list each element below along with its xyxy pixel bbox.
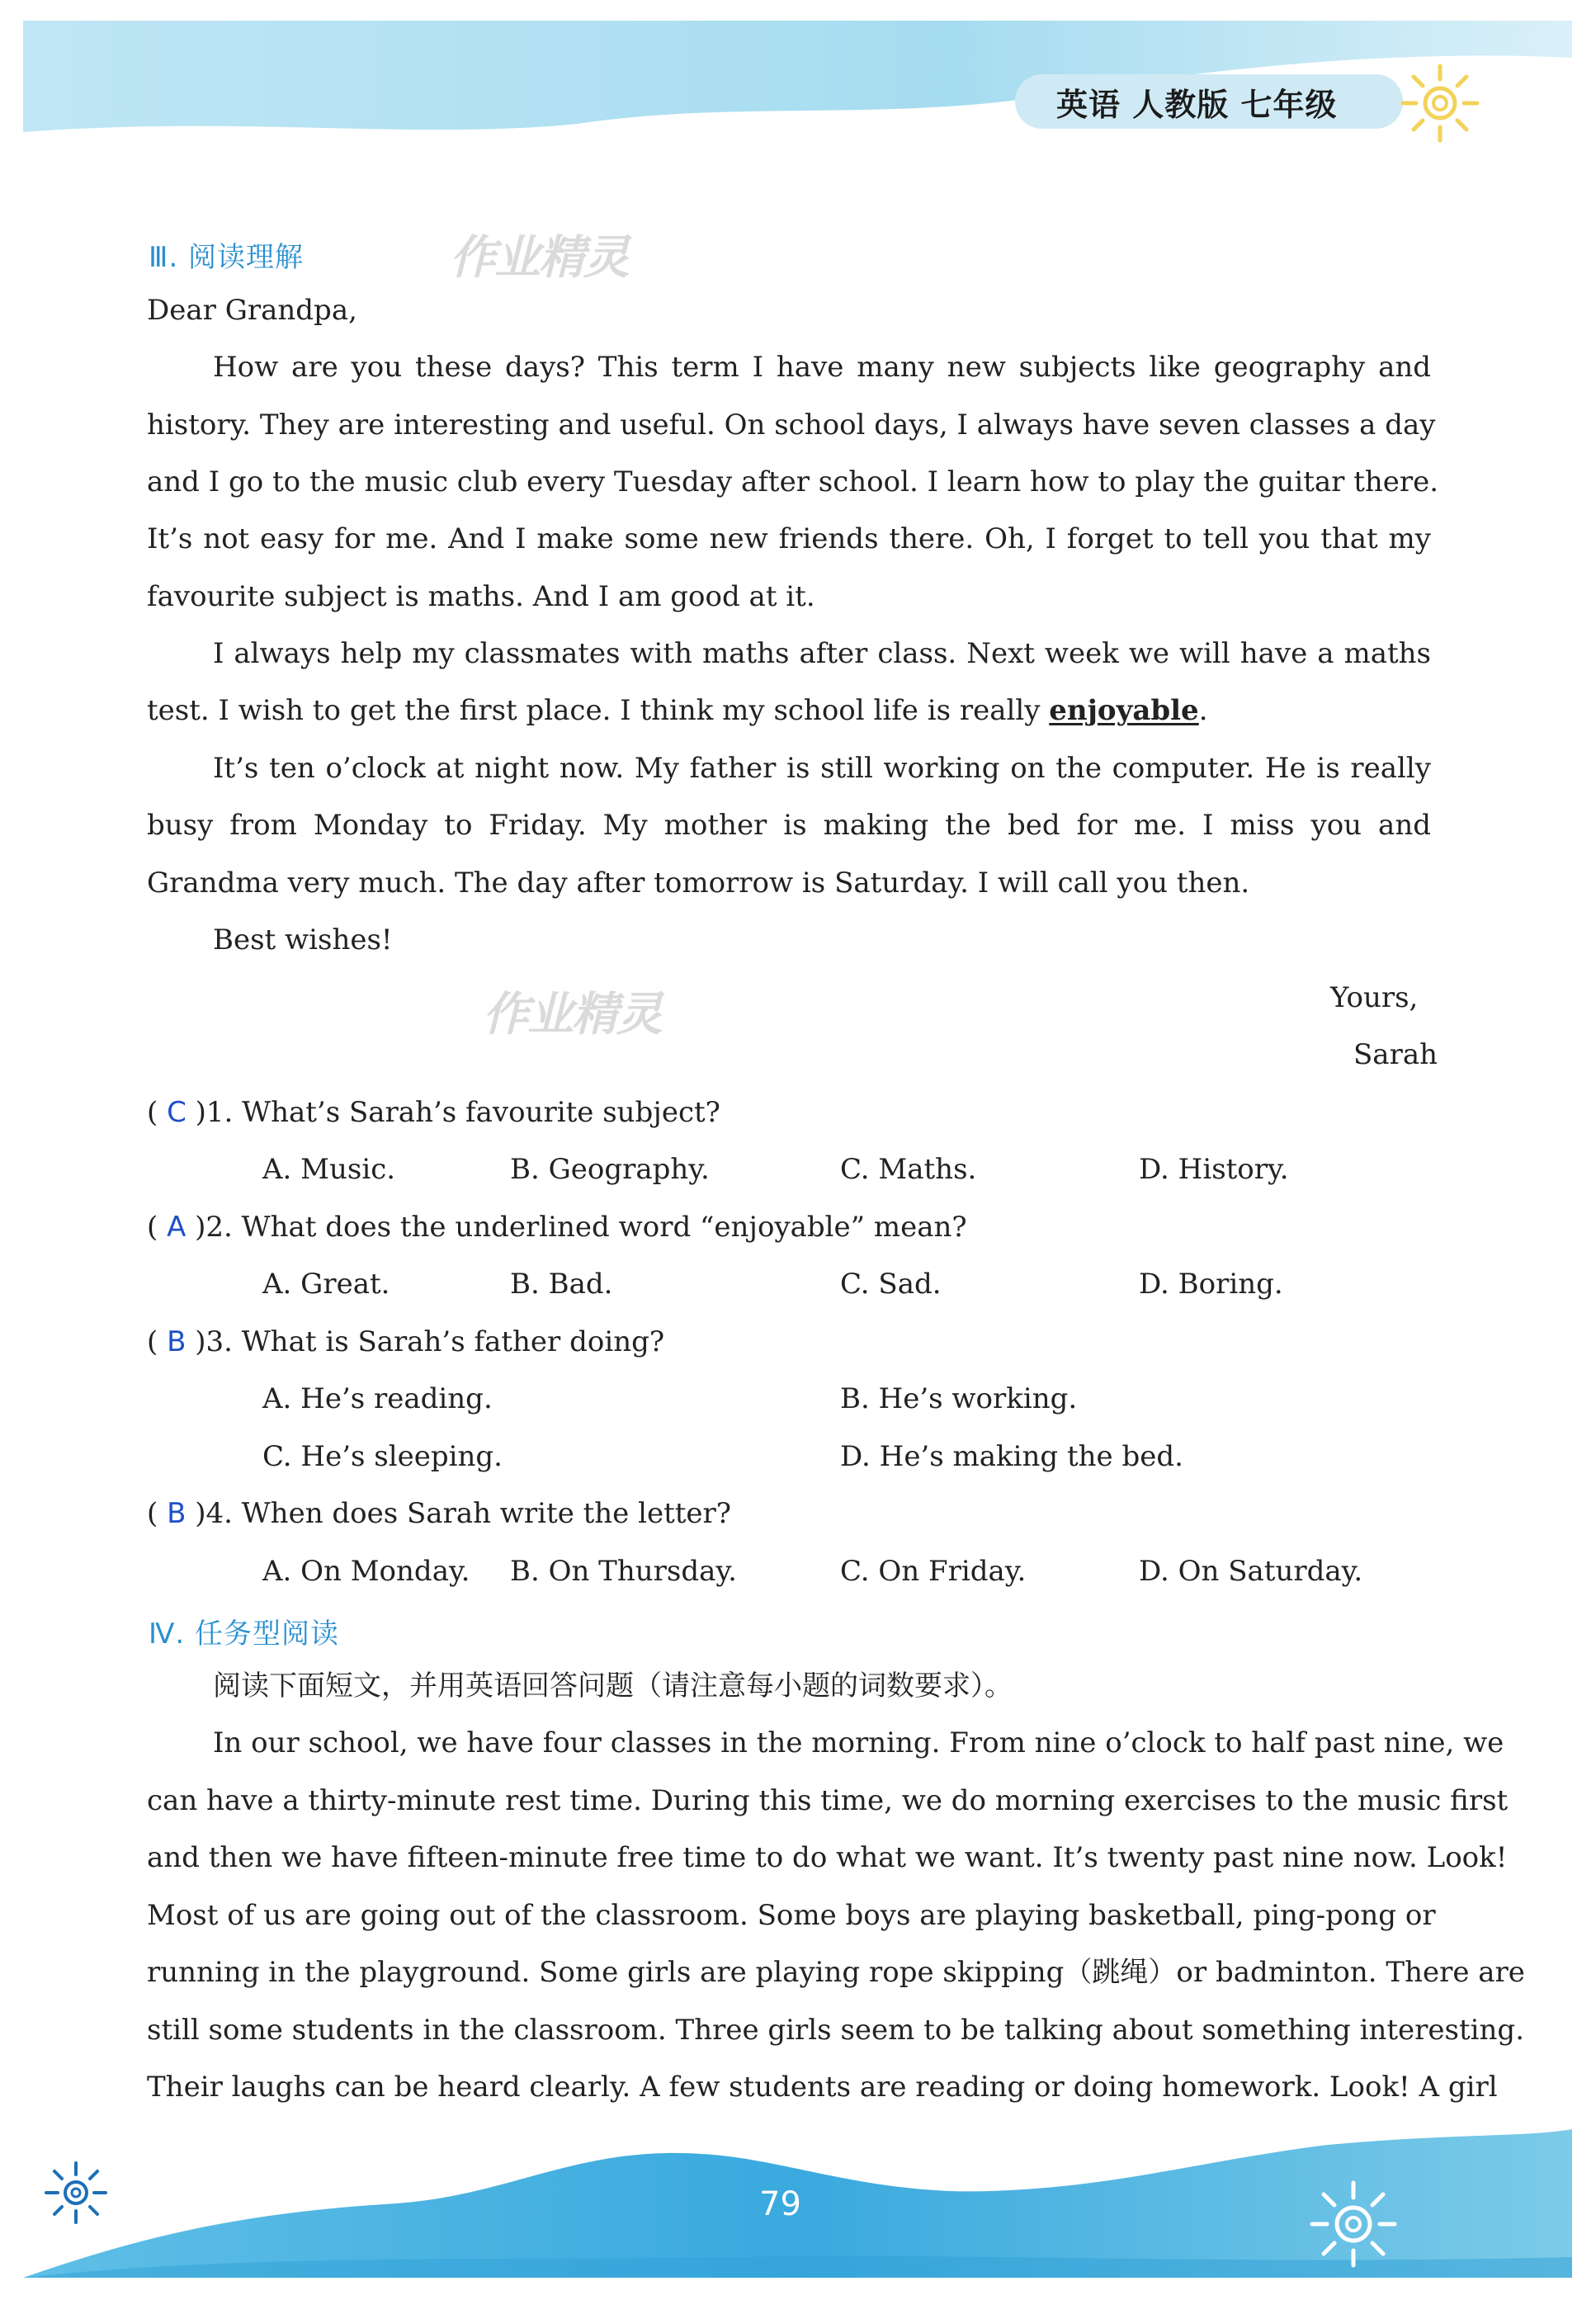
paragraph-line: favourite subject is maths. And I am good at it. [147,580,815,613]
instruction: 阅读下面短文，并用英语回答问题（请注意每小题的词数要求）。 [213,1670,1013,1703]
letter-signature: Sarah [1353,1038,1438,1071]
option: A. He’s reading. [262,1382,493,1415]
question-3 [147,1325,664,1358]
passage-line: and then we have fifteen-minute free time to do what we want. It’s twenty past nine now. Look! [147,1841,1508,1874]
option: C. Sad. [840,1268,942,1301]
bracket-open: ( [147,1497,158,1530]
letter-greeting: Dear Grandpa, [147,294,357,327]
paragraph-text: test. I wish to get the first place. I think my school life is really [147,694,1050,727]
section-4-heading: Ⅳ. 任务型阅读 [149,1618,339,1651]
bracket-open: ( [147,1211,158,1244]
paragraph-line: history. They are interesting and useful. On school days, I always have seven classes a day [147,409,1436,442]
paragraph-line-with-underline [147,694,1208,727]
option: B. On Thursday. [510,1555,737,1588]
bracket-open: ( [147,1096,158,1129]
watermark: 作业精灵 [483,988,661,1041]
option: C. Maths. [840,1153,977,1186]
question-stem: )3. What is Sarah’s father doing? [195,1325,665,1358]
sun-icon [1304,2175,1403,2274]
letter-closing: Best wishes! [213,923,393,956]
option: B. He’s working. [840,1382,1078,1415]
paragraph-text: . [1198,694,1208,727]
option: A. On Monday. [262,1555,470,1588]
answer-mark: A [167,1211,187,1244]
passage-line: Most of us are going out of the classroom. Some boys are playing basketball, ping-pong or [147,1899,1436,1932]
paragraph-line: busy from Monday to Friday. My mother is making the bed for me. I miss you and [147,809,1431,842]
question-2 [147,1211,967,1244]
option: D. On Saturday. [1139,1555,1363,1588]
answer-mark: C [167,1096,187,1129]
question-4 [147,1497,731,1530]
section-3-heading: Ⅲ. 阅读理解 [149,241,305,274]
question-stem: )4. When does Sarah write the letter? [195,1497,732,1530]
paragraph-line: I always help my classmates with maths after class. Next week we will have a maths [213,637,1431,670]
option: B. Bad. [510,1268,613,1301]
answer-mark: B [167,1497,187,1530]
underlined-word: enjoyable [1049,694,1199,727]
watermark: 作业精灵 [450,231,628,285]
passage-line: Their laughs can be heard clearly. A few students are reading or doing homework. Look! A girl [147,2071,1498,2104]
passage-line: still some students in the classroom. Three girls seem to be talking about something interesting. [147,2014,1525,2047]
paragraph-line: It’s not easy for me. And I make some new friends there. Oh, I forget to tell you that my [147,522,1431,555]
passage-line: In our school, we have four classes in the morning. From nine o’clock to half past nine, we [213,1726,1504,1759]
option: C. He’s sleeping. [262,1440,503,1473]
paragraph-line: Grandma very much. The day after tomorrow is Saturday. I will call you then. [147,867,1250,900]
paragraph-line: and I go to the music club every Tuesday after school. I learn how to play the guitar there. [147,465,1439,498]
option: A. Music. [262,1153,396,1186]
passage-line: can have a thirty-minute rest time. During this time, we do morning exercises to the music first [147,1784,1509,1817]
option: C. On Friday. [840,1555,1027,1588]
option: D. He’s making the bed. [840,1440,1183,1473]
paragraph-line: How are you these days? This term I have many new subjects like geography and [213,351,1431,384]
bracket-open: ( [147,1325,158,1358]
answer-mark: B [167,1325,187,1358]
paragraph-line: It’s ten o’clock at night now. My father is still working on the computer. He is really [213,752,1431,785]
question-stem: )2. What does the underlined word “enjoyable” mean? [195,1211,967,1244]
option: D. History. [1139,1153,1289,1186]
page-number: 79 [759,2185,801,2223]
question-1 [147,1096,720,1129]
subject-tag: 英语 人教版 七年级 [1056,87,1338,123]
sun-icon [1395,58,1485,149]
option: B. Geography. [510,1153,710,1186]
sun-icon [41,2158,111,2228]
passage-line: running in the playground. Some girls are playing rope skipping（跳绳）or badminton. There are [147,1956,1525,1989]
letter-yours: Yours, [1330,981,1419,1014]
option: A. Great. [262,1268,390,1301]
option: D. Boring. [1139,1268,1283,1301]
question-stem: )1. What’s Sarah’s favourite subject? [195,1096,720,1129]
